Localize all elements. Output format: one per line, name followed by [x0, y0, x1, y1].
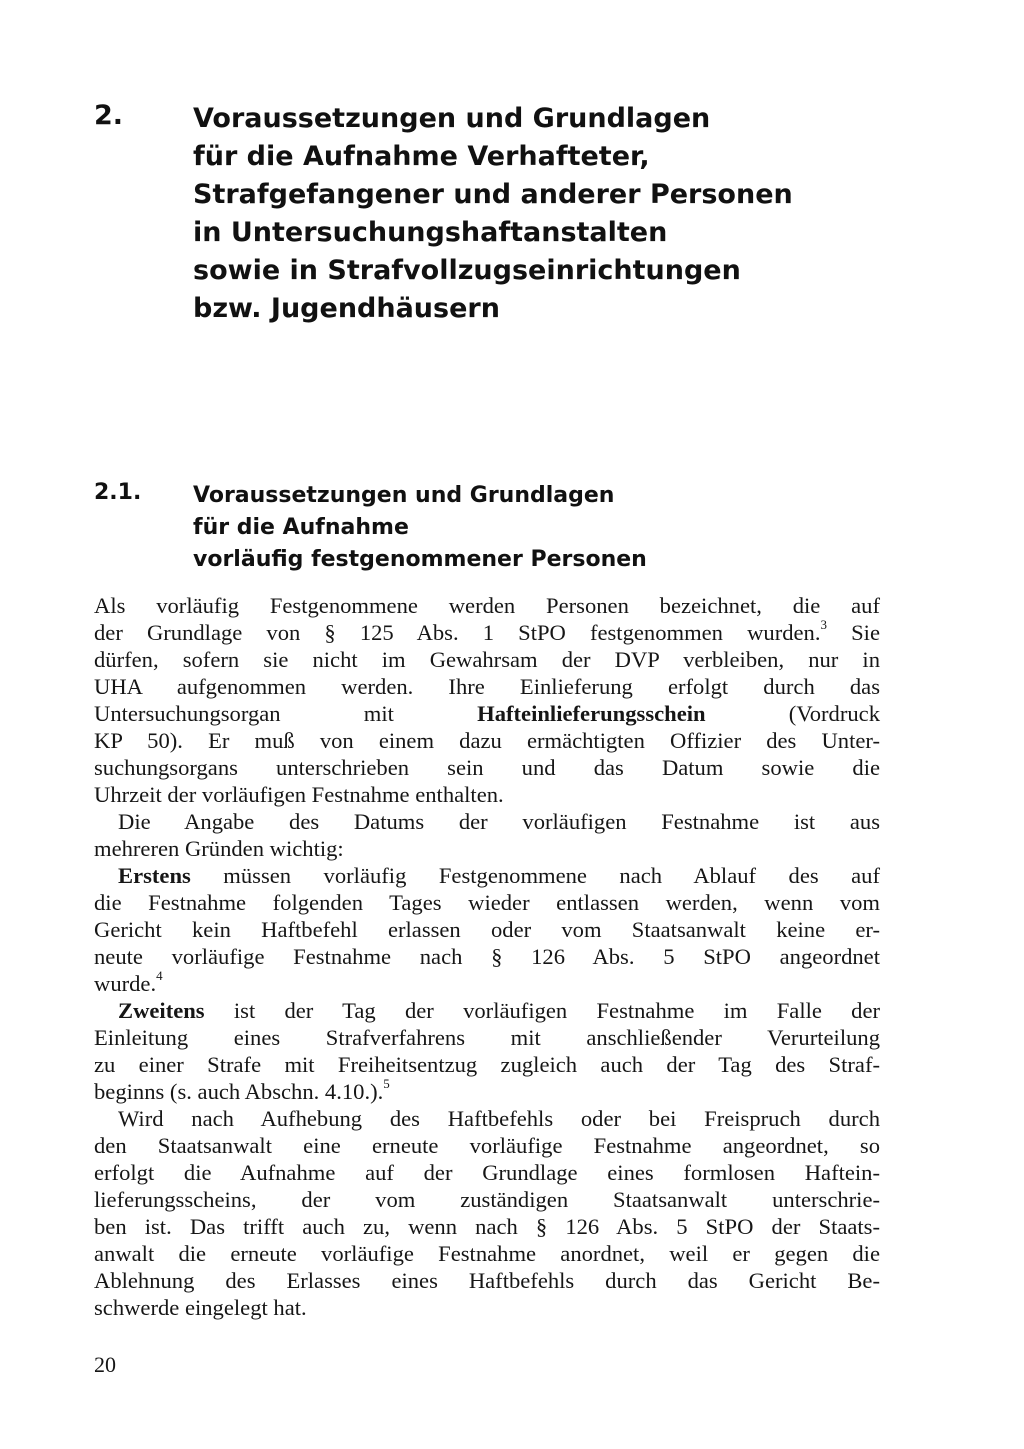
text-line: Gericht kein Haftbefehl erlassen oder vom Staatsanwalt keine er-: [94, 917, 880, 942]
text-line: erfolgt die Aufnahme auf der Grundlage eines formlosen Haftein-: [94, 1160, 880, 1185]
text-line: Als vorläufig Festgenommene werden Personen bezeichnet, die auf: [94, 593, 880, 618]
text-line: anwalt die erneute vorläufige Festnahme anordnet, weil er gegen die: [94, 1241, 880, 1266]
text-line: die Festnahme folgenden Tages wieder entlassen werden, wenn vom: [94, 890, 880, 915]
text-line: mehreren Gründen wichtig:: [94, 836, 344, 861]
emphasis-term: Hafteinlieferungsschein: [477, 701, 706, 726]
chapter-number: 2.: [94, 100, 124, 131]
footnote-ref: 3: [820, 617, 827, 633]
text-line: dürfen, sofern sie nicht im Gewahrsam der DVP verbleiben, nur in: [94, 647, 880, 672]
chapter-title: [193, 100, 793, 328]
chapter-title-line: bzw. Jugendhäusern: [193, 293, 500, 324]
section-title-line: vorläufig festgenommener Personen: [193, 547, 647, 572]
page-number: 20: [94, 1352, 116, 1377]
paragraph-1: [94, 592, 880, 808]
section-title: [193, 480, 647, 576]
text-line: den Staatsanwalt eine erneute vorläufige Festnahme angeordnet, so: [94, 1133, 880, 1158]
text-line: Einleitung eines Strafverfahrens mit anschließender Verurteilung: [94, 1025, 880, 1050]
body-text: [94, 592, 880, 1321]
chapter-title-line: für die Aufnahme Verhafteter,: [193, 141, 650, 172]
text-line: beginns (s. auch Abschn. 4.10.).$^5$: [94, 1076, 390, 1104]
text-line: Ablehnung des Erlasses eines Haftbefehls durch das Gericht Be-: [94, 1268, 880, 1293]
chapter-title-line: Strafgefangener und anderer Personen: [193, 179, 793, 210]
section-title-line: für die Aufnahme: [193, 515, 409, 540]
text-line: schwerde eingelegt hat.: [94, 1295, 307, 1320]
text-line: ben ist. Das trifft auch zu, wenn nach § 126 Abs. 5 StPO der Staats-: [94, 1214, 880, 1239]
text-line: der Grundlage von § 125 Abs. 1 StPO festgenommen wurden.$^3$ Sie: [94, 617, 880, 645]
text-line: lieferungsscheins, der vom zuständigen Staatsanwalt unterschrie-: [94, 1187, 880, 1212]
text-line: UHA aufgenommen werden. Ihre Einlieferung erfolgt durch das: [94, 674, 880, 699]
chapter-title-line: sowie in Strafvollzugseinrichtungen: [193, 255, 741, 286]
paragraph-2: [94, 808, 880, 862]
paragraph-4: [94, 997, 880, 1105]
section-number: 2.1.: [94, 480, 142, 505]
text-line: Uhrzeit der vorläufigen Festnahme enthalten.: [94, 782, 504, 807]
text-line: Zweitens ist der Tag der vorläufigen Festnahme im Falle der: [118, 998, 881, 1023]
text-line: wurde.$^4$: [94, 968, 163, 996]
chapter-title-line: in Untersuchungshaftanstalten: [193, 217, 668, 248]
text-line: Wird nach Aufhebung des Haftbefehls oder bei Freispruch durch: [118, 1106, 880, 1131]
footnote-ref: 5: [383, 1076, 390, 1092]
paragraph-3: [94, 862, 880, 997]
emphasis-term: Erstens: [118, 863, 191, 888]
text-line: KP 50). Er muß von einem dazu ermächtigten Offizier des Unter-: [94, 728, 880, 753]
text-line: Untersuchungsorgan mit Hafteinlieferungsschein (Vordruck: [94, 701, 880, 726]
footnote-ref: 4: [156, 968, 163, 984]
text-line: zu einer Strafe mit Freiheitsentzug zugleich auch der Tag des Straf-: [94, 1052, 880, 1077]
text-line: suchungsorgans unterschrieben sein und das Datum sowie die: [94, 755, 880, 780]
emphasis-term: Zweitens: [118, 998, 205, 1023]
paragraph-5: [94, 1105, 880, 1321]
text-line: Die Angabe des Datums der vorläufigen Festnahme ist aus: [118, 809, 880, 834]
text-line: Erstens müssen vorläufig Festgenommene nach Ablauf des auf: [118, 863, 880, 888]
section-title-line: Voraussetzungen und Grundlagen: [193, 483, 615, 508]
text-line: neute vorläufige Festnahme nach § 126 Abs. 5 StPO angeordnet: [94, 944, 880, 969]
chapter-title-line: Voraussetzungen und Grundlagen: [193, 103, 711, 134]
